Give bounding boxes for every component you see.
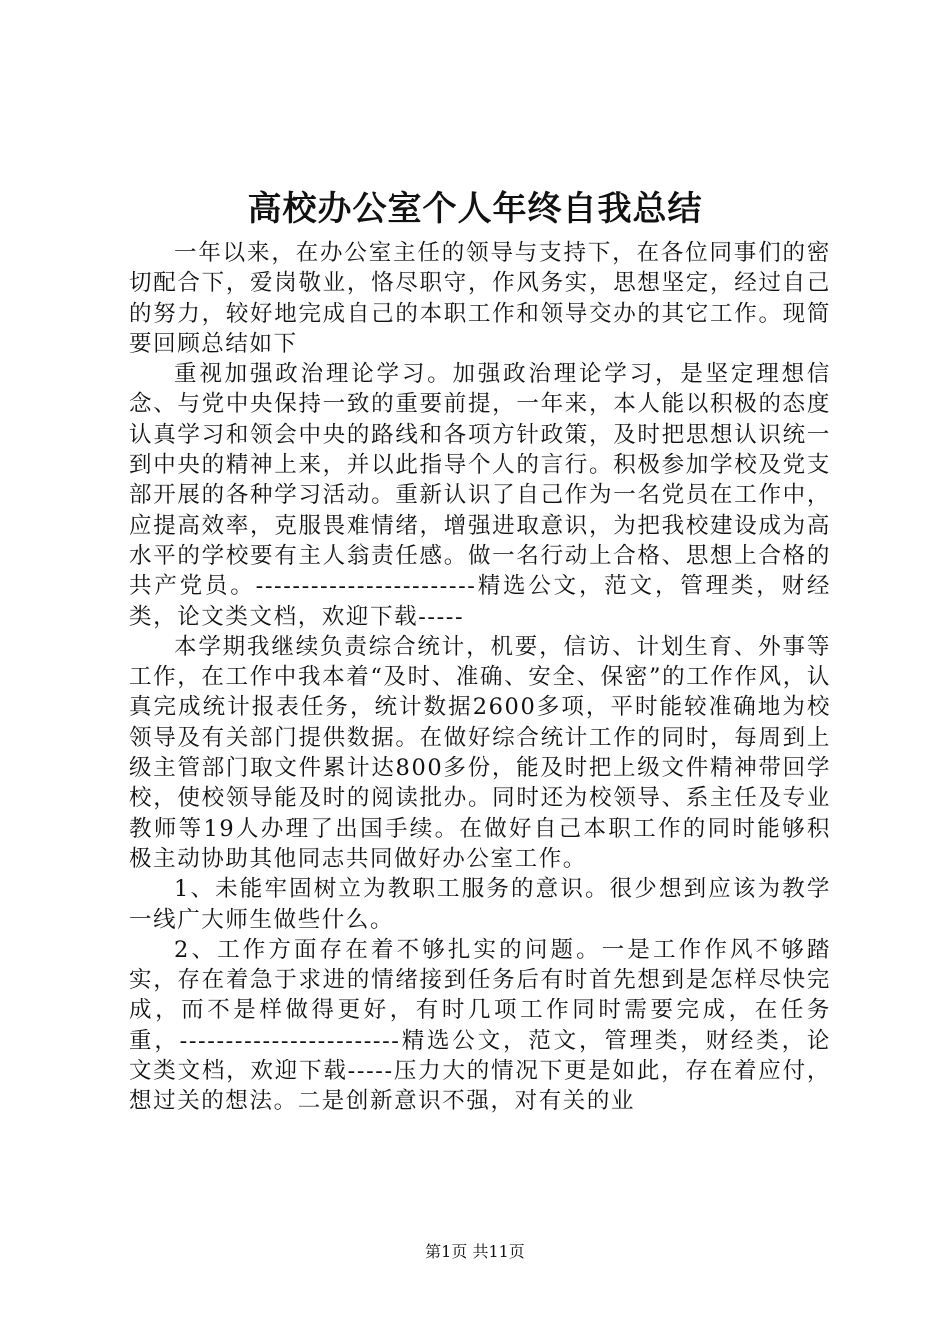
paragraph: 一年以来，在办公室主任的领导与支持下，在各位同事们的密切配合下，爱岗敬业，恪尽职守，作风务实，思想坚定，经过自己的努力，较好地完成自己的本职工作和领导交办的其它工作。现简要回顾总结如下 bbox=[129, 240, 831, 357]
document-body bbox=[129, 238, 831, 1117]
paragraph: 2、工作方面存在着不够扎实的问题。一是工作作风不够踏实，存在着急于求进的情绪接到任务后有时首先想到是怎样尽快完成，而不是样做得更好，有时几项工作同时需要完成，在任务重，------------------------精选公文，范文，管理类，财经类，论文类文档，欢迎下载-----压力大的情况下更是如此，存在着应付，想过关的想法。二是创新意识不强，对有关的业 bbox=[129, 936, 831, 1115]
paragraph: 1、未能牢固树立为教职工服务的意识。很少想到应该为教学一线广大师生做些什么。 bbox=[129, 876, 831, 933]
paragraph: 本学期我继续负责综合统计，机要，信访、计划生育、外事等工作，在工作中我本着“及时、准确、安全、保密”的工作作风，认真完成统计报表任务，统计数据2600多项，平时能较准确地为校领导及有关部门提供数据。在做好综合统计工作的同时，每周到上级主管部门取文件累计达800多份，能及时把上级文件精神带回学校，使校领导能及时的阅读批办。同时还为校领导、系主任及专业教师等19人办理了出国手续。在做好自己本职工作的同时能够积极主动协助其他同志共同做好办公室工作。 bbox=[129, 633, 831, 872]
document-title: 高校办公室个人年终自我总结 bbox=[247, 189, 703, 229]
page-number-footer: 第1页 共11页 bbox=[425, 1242, 525, 1261]
paragraph: 重视加强政治理论学习。加强政治理论学习，是坚定理想信念、与党中央保持一致的重要前提，一年来，本人能以积极的态度认真学习和领会中央的路线和各项方针政策，及时把思想认识统一到中央的精神上来，并以此指导个人的言行。积极参加学校及党支部开展的各种学习活动。重新认识了自己作为一名党员在工作中，应提高效率，克服畏难情绪，增强进取意识，为把我校建设成为高水平的学校要有主人翁责任感。做一名行动上合格、思想上合格的共产党员。------------------------精选公文，范文，管理类，财经类，论文类文档，欢迎下载----- bbox=[129, 361, 831, 630]
